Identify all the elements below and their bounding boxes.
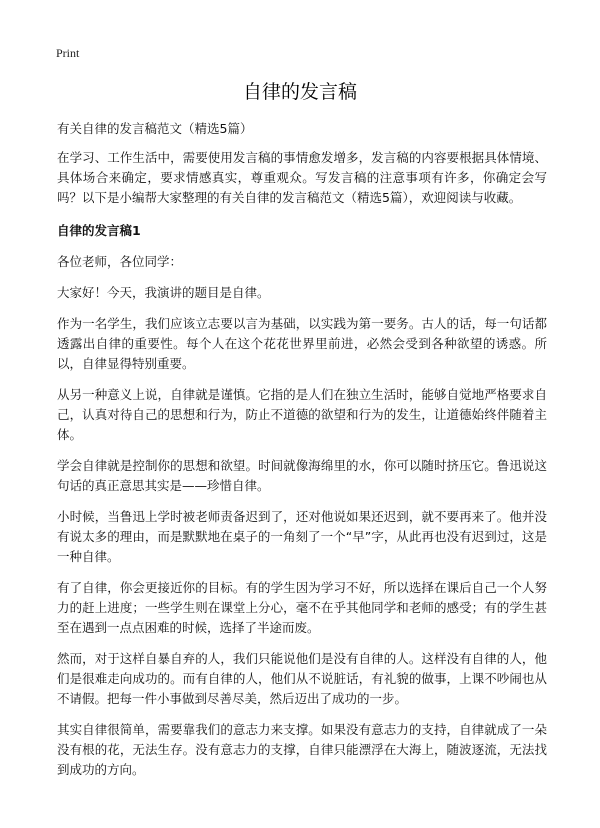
page-title: 自律的发言稿 bbox=[242, 81, 357, 103]
body-paragraph: 然而，对于这样自暴自弃的人，我们只能说他们是没有自律的人。这样没有自律的人，他们是很难走向成功的。而有自律的人，他们从不说脏话，有礼貌的做事，上课不吵闹也从不请假。把每一件小事做到尽善尽美，然后迈出了成功的一步。 bbox=[57, 651, 547, 706]
print-link[interactable]: Print bbox=[56, 46, 80, 60]
opening-paragraph: 大家好！今天，我演讲的题目是自律。 bbox=[57, 285, 270, 300]
body-paragraph: 作为一名学生，我们应该立志要以言为基础，以实践为第一要务。古人的话，每一句话都透露出自律的重要性。每个人在这个花花世界里前进，必然会受到各种欲望的诱惑。所以，自律显得特别重要。 bbox=[57, 316, 547, 371]
subtitle: 有关自律的发言稿范文（精选5篇） bbox=[57, 121, 253, 136]
greeting-paragraph: 各位老师，各位同学： bbox=[57, 254, 183, 269]
document-body bbox=[57, 119, 547, 791]
section-heading: 自律的发言稿1 bbox=[57, 223, 141, 238]
body-paragraph: 其实自律很简单，需要靠我们的意志力来支撑。如果没有意志力的支持，自律就成了一朵没有根的花，无法生存。没有意志力的支撑，自律只能漂浮在大海上，随波逐流，无法找到成功的方向。 bbox=[57, 722, 547, 777]
body-paragraph: 从另一种意义上说，自律就是谨慎。它指的是人们在独立生活时，能够自觉地严格要求自己，认真对待自己的思想和行为，防止不道德的欲望和行为的发生，让道德始终伴随着主体。 bbox=[57, 387, 547, 442]
body-paragraph: 小时候，当鲁迅上学时被老师责备迟到了，还对他说如果还迟到，就不要再来了。他并没有说太多的理由，而是默默地在桌子的一角刻了一个“早”字，从此再也没有迟到过，这是一种自律。 bbox=[57, 509, 547, 564]
body-paragraph: 学会自律就是控制你的思想和欲望。时间就像海绵里的水，你可以随时挤压它。鲁迅说这句话的真正意思其实是——珍惜自律。 bbox=[57, 458, 547, 493]
body-paragraph: 有了自律，你会更接近你的目标。有的学生因为学习不好，所以选择在课后自己一个人努力的赶上进度；一些学生则在课堂上分心，毫不在乎其他同学和老师的感受；有的学生甚至在遇到一点点困难的时候，选择了半途而废。 bbox=[57, 580, 547, 635]
intro-paragraph: 在学习、工作生活中，需要使用发言稿的事情愈发增多，发言稿的内容要根据具体情境、具体场合来确定，要求情感真实，尊重观众。写发言稿的注意事项有许多，你确定会写吗？以下是小编帮大家整理的有关自律的发言稿范文（精选5篇），欢迎阅读与收藏。 bbox=[57, 150, 547, 205]
